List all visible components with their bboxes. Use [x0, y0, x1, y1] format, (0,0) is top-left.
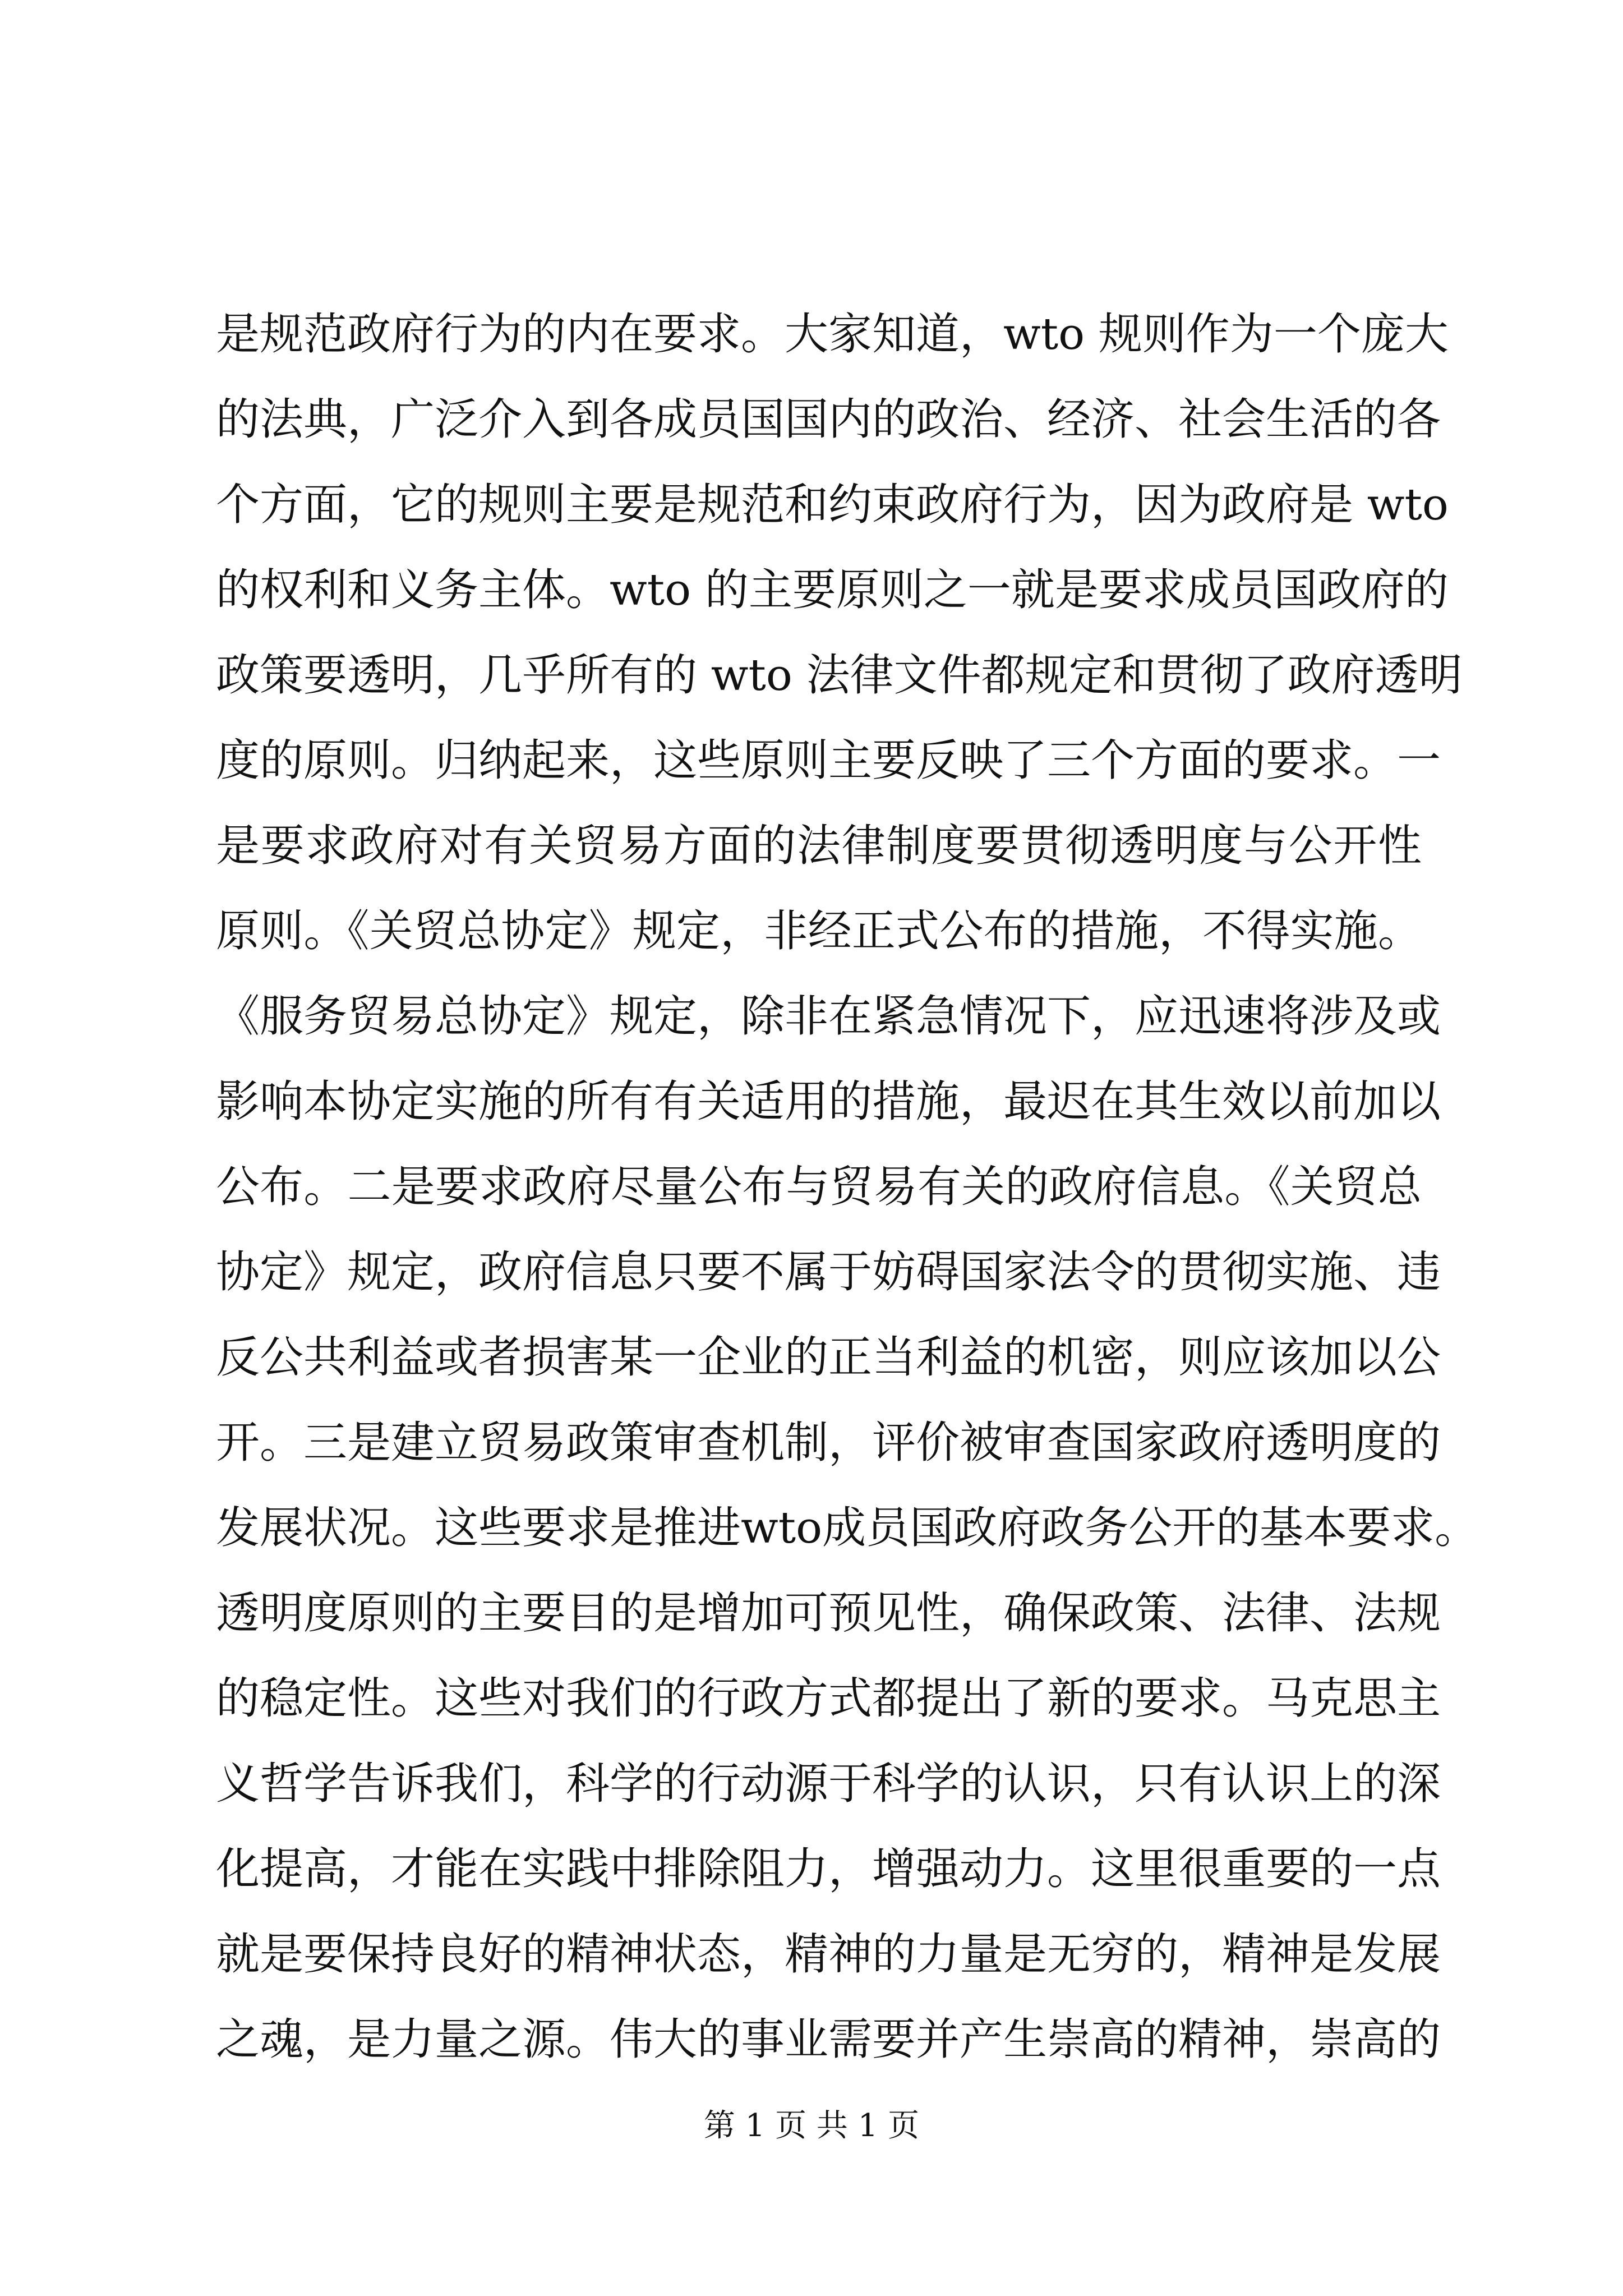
text-line: 化提高，才能在实践中排除阻力，增强动力。这里很重要的一点 [216, 1844, 1441, 1894]
page-number-footer: 第 1 页 共 1 页 [703, 2108, 920, 2144]
text-line: 公布。二是要求政府尽量公布与贸易有关的政府信息。《关贸总 [216, 1162, 1422, 1212]
text-line: 个方面，它的规则主要是规范和约束政府行为，因为政府是 wto [216, 480, 1449, 530]
text-line: 透明度原则的主要目的是增加可预见性，确保政策、法律、法规 [216, 1588, 1441, 1639]
text-line: 义哲学告诉我们，科学的行动源于科学的认识，只有认识上的深 [216, 1759, 1441, 1809]
body-paragraph [216, 292, 1479, 2082]
text-line: 原则。《关贸总协定》规定，非经正式公布的措施，不得实施。 [216, 906, 1422, 956]
text-line: 是要求政府对有关贸易方面的法律制度要贯彻透明度与公开性 [216, 821, 1422, 871]
text-line: 就是要保持良好的精神状态，精神的力量是无穷的，精神是发展 [216, 1929, 1441, 1980]
text-line: 《服务贸易总协定》规定，除非在紧急情况下，应迅速将涉及或 [216, 991, 1441, 1042]
text-line: 协定》规定，政府信息只要不属于妨碍国家法令的贯彻实施、违 [216, 1247, 1441, 1297]
text-line: 的权利和义务主体。wto 的主要原则之一就是要求成员国政府的 [216, 565, 1449, 615]
text-line: 反公共利益或者损害某一企业的正当利益的机密，则应该加以公 [216, 1332, 1441, 1383]
text-line: 开。三是建立贸易政策审查机制，评价被审查国家政府透明度的 [216, 1418, 1441, 1468]
text-line: 度的原则。归纳起来，这些原则主要反映了三个方面的要求。一 [216, 735, 1441, 786]
text-line: 的法典，广泛介入到各成员国国内的政治、经济、社会生活的各 [216, 394, 1441, 445]
text-line: 是规范政府行为的内在要求。大家知道，wto 规则作为一个庞大 [216, 309, 1449, 360]
text-line: 之魂，是力量之源。伟大的事业需要并产生崇高的精神，崇高的 [216, 2014, 1441, 2065]
text-line: 的稳定性。这些对我们的行政方式都提出了新的要求。马克思主 [216, 1673, 1441, 1724]
text-line: 发展状况。这些要求是推进wto成员国政府政务公开的基本要求。 [216, 1503, 1479, 1553]
text-line: 影响本协定实施的所有有关适用的措施，最迟在其生效以前加以 [216, 1076, 1441, 1127]
text-line: 政策要透明，几乎所有的 wto 法律文件都规定和贯彻了政府透明 [216, 650, 1463, 701]
